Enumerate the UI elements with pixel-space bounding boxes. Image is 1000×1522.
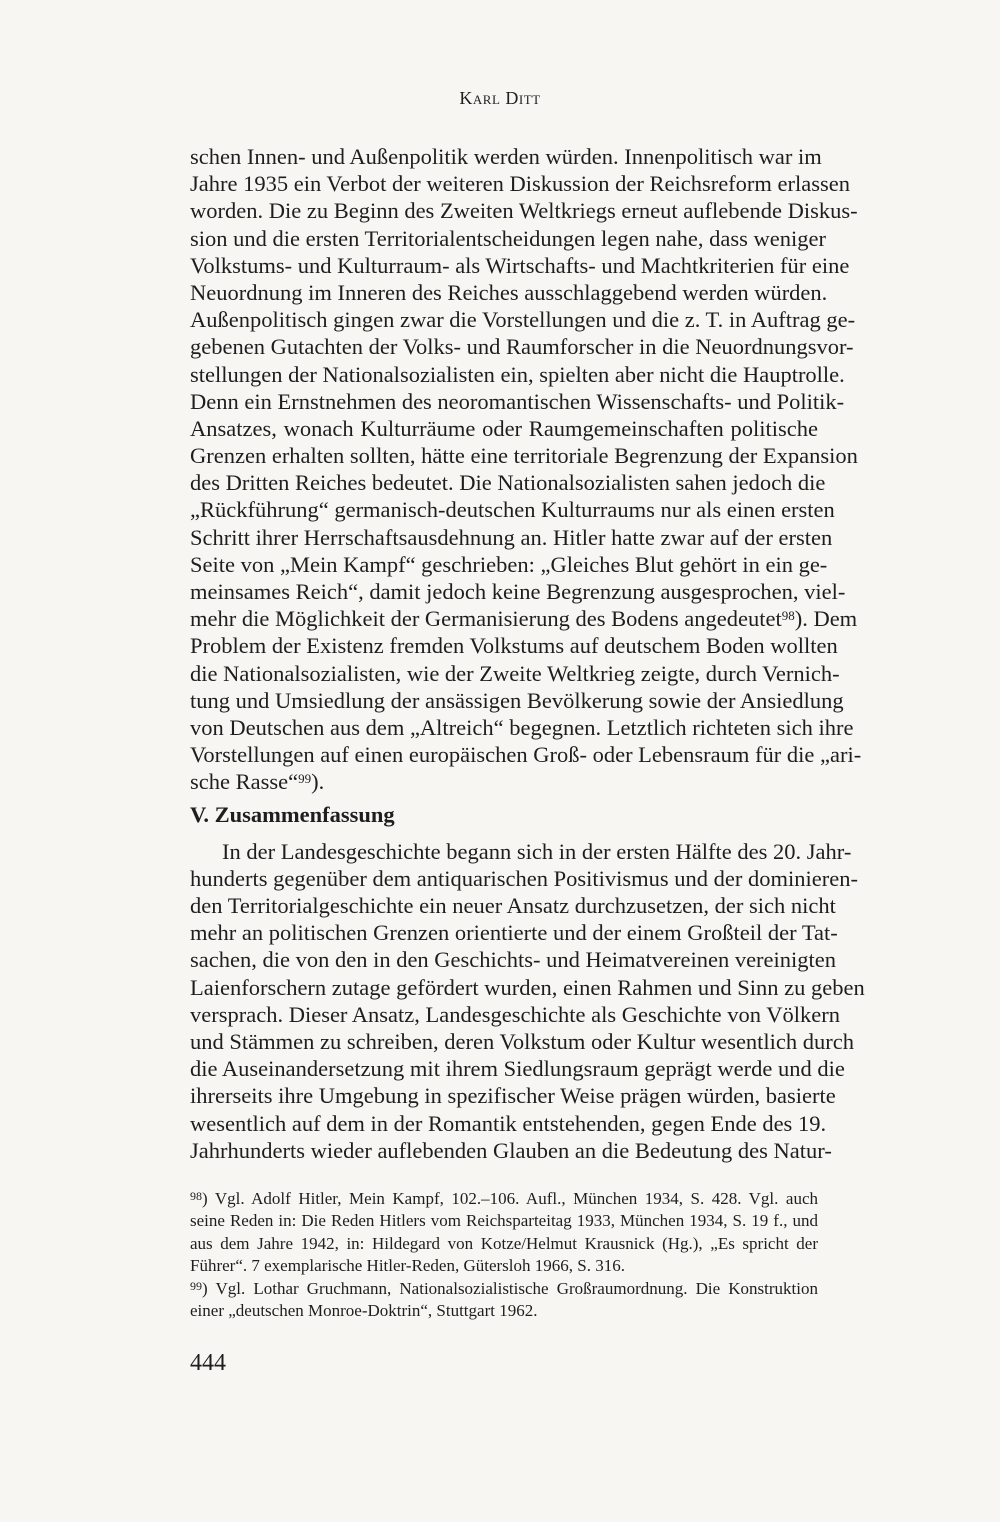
text-line: Denn ein Ernstnehmen des neoromantischen Wissenschafts- und Politik- <box>190 388 845 414</box>
footnotes <box>190 1188 818 1322</box>
footnote-number: 98 <box>190 1189 202 1203</box>
text-line: Jahrhunderts wieder auflebenden Glauben an die Bedeutung des Natur- <box>190 1137 832 1163</box>
text-line: „Rückführung“ germanisch-deutschen Kulturraums nur als einen ersten <box>190 497 835 523</box>
page-number: 444 <box>190 1350 226 1376</box>
text-fragment: ). <box>311 769 325 795</box>
text-line: Volkstums- und Kulturraum- als Wirtschafts- und Machtkriterien für eine <box>190 252 850 278</box>
text-line-with-footnote-ref <box>190 605 858 632</box>
footnote-line <box>190 1188 818 1210</box>
paragraph-1 <box>190 143 862 796</box>
text-line: von Deutschen aus dem „Altreich“ begegnen. Letztlich richteten sich ihre <box>190 714 854 740</box>
footnote-line: einer „deutschen Monroe-Doktrin“, Stuttgart 1962. <box>190 1300 538 1320</box>
text-line: Schritt ihrer Herrschaftsausdehnung an. Hitler hatte zwar auf der ersten <box>190 524 833 550</box>
footnote-ref-98[interactable]: 98 <box>781 608 795 624</box>
text-line: Neuordnung im Inneren des Reiches ausschlaggebend werden würden. <box>190 279 828 305</box>
text-line: wesentlich auf dem in der Romantik entstehenden, gegen Ende des 19. <box>190 1110 827 1136</box>
text-line: versprach. Dieser Ansatz, Landesgeschichte als Geschichte von Völkern <box>190 1001 840 1027</box>
text-line: In der Landesgeschichte begann sich in der ersten Hälfte des 20. Jahr- <box>222 838 852 864</box>
footnote-line: aus dem Jahre 1942, in: Hildegard von Kotze/Helmut Krausnick (Hg.), „Es spricht der <box>190 1233 818 1253</box>
text-line: meinsames Reich“, damit jedoch keine Begrenzung ausgesprochen, viel- <box>190 579 846 604</box>
paragraph-2 <box>190 838 865 1164</box>
text-line: Ansatzes, wonach Kulturräume oder Raumgemeinschaften politische <box>190 415 818 441</box>
text-line: ihrerseits ihre Umgebung in spezifischer Weise prägen würden, basierte <box>190 1083 836 1109</box>
footnote-text: ) Vgl. Adolf Hitler, Mein Kampf, 102.–106. Aufl., München 1934, S. 428. Vgl. auch <box>202 1189 818 1208</box>
footnote-number: 99 <box>190 1278 202 1293</box>
section-heading: V. Zusammenfassung <box>190 801 395 827</box>
text-line: Außenpolitisch gingen zwar die Vorstellungen und die z. T. in Auftrag ge- <box>190 307 856 333</box>
footnote-98 <box>190 1188 818 1278</box>
footnote-line: seine Reden in: Die Reden Hitlers vom Reichsparteitag 1933, München 1934, S. 19 f., und <box>190 1211 818 1231</box>
text-line: Grenzen erhalten sollten, hätte eine territoriale Begrenzung der Expansion <box>190 443 858 469</box>
running-head: Karl Ditt <box>459 88 541 108</box>
text-line: Jahre 1935 ein Verbot der weiteren Diskussion der Reichsreform erlassen <box>190 171 851 197</box>
text-line: worden. Die zu Beginn des Zweiten Weltkriegs erneut auflebende Diskus- <box>190 198 858 224</box>
text-line: tung und Umsiedlung der ansässigen Bevölkerung sowie der Ansiedlung <box>190 687 844 713</box>
text-fragment: ). Dem <box>794 606 858 632</box>
footnote-line <box>190 1278 818 1300</box>
text-line: stellungen der Nationalsozialisten ein, spielten aber nicht die Hauptrolle. <box>190 361 845 387</box>
text-line: gebenen Gutachten der Volks- und Raumforscher in die Neuordnungsvor- <box>190 334 854 360</box>
footnote-99 <box>190 1278 818 1323</box>
footnote-line: Führer“. 7 exemplarische Hitler-Reden, Gütersloh 1966, S. 316. <box>190 1256 625 1276</box>
text-line: schen Innen- und Außenpolitik werden würden. Innenpolitisch war im <box>190 144 822 169</box>
text-fragment: sche Rasse“ <box>190 769 299 795</box>
text-line: Seite von „Mein Kampf“ geschrieben: „Gleiches Blut gehört in ein ge- <box>190 551 828 577</box>
text-fragment: mehr die Möglichkeit der Germanisierung des Bodens angedeutet <box>190 606 782 632</box>
footnote-text: ) Vgl. Lothar Gruchmann, Nationalsozialistische Großraumordnung. Die Konstruktion <box>202 1278 818 1298</box>
text-line: Problem der Existenz fremden Volkstums auf deutschem Boden wollten <box>190 633 838 659</box>
text-line: hunderts gegenüber dem antiquarischen Positivismus und der dominieren- <box>190 865 858 891</box>
text-line: Vorstellungen auf einen europäischen Groß- oder Lebensraum für die „ari- <box>190 742 862 768</box>
text-line: sachen, die von den in den Geschichts- und Heimatvereinen vereinigten <box>190 947 837 973</box>
text-line: die Nationalsozialisten, wie der Zweite Weltkrieg zeigte, durch Vernich- <box>190 660 840 686</box>
text-line: des Dritten Reiches bedeutet. Die Nationalsozialisten sahen jedoch die <box>190 470 826 496</box>
text-line: sion und die ersten Territorialentscheidungen legen nahe, dass weniger <box>190 225 826 251</box>
main-text <box>190 143 865 1164</box>
text-line: und Stämmen zu schreiben, deren Volkstum oder Kultur wesentlich durch <box>190 1029 855 1054</box>
text-line: Laienforschern zutage gefördert wurden, einen Rahmen und Sinn zu geben <box>190 974 865 1000</box>
text-line: mehr an politischen Grenzen orientierte und der einem Großteil der Tat- <box>190 920 838 946</box>
text-line-with-footnote-ref <box>190 768 818 795</box>
text-line: den Territorialgeschichte ein neuer Ansatz durchzusetzen, der sich nicht <box>190 893 836 919</box>
footnote-ref-99[interactable]: 99 <box>298 771 312 787</box>
text-line: die Auseinandersetzung mit ihrem Siedlungsraum geprägt werde und die <box>190 1056 845 1082</box>
